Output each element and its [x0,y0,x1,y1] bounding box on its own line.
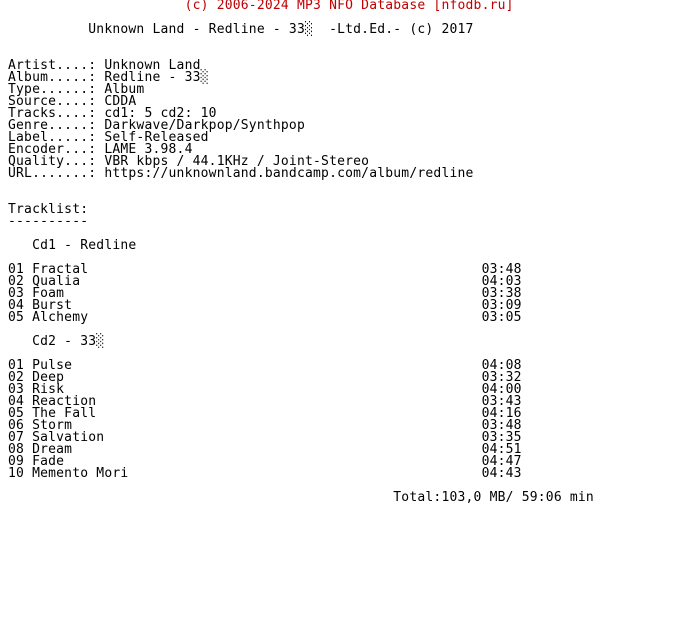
info-genre: Genre.....: Darkwave/Darkpop/Synthpop [8,118,305,133]
track-row: 06 Storm 03:48 [8,418,522,433]
cd2-title: Cd2 - 33░ [8,334,105,349]
info-artist: Artist....: Unknown Land [8,58,201,73]
track-row: 02 Deep 03:32 [8,370,522,385]
track-row: 04 Burst 03:09 [8,298,522,313]
track-row: 03 Risk 04:00 [8,382,522,397]
track-row: 05 Alchemy 03:05 [8,310,522,325]
track-row: 08 Dream 04:51 [8,442,522,457]
track-row: 10 Memento Mori 04:43 [8,466,522,481]
info-quality: Quality...: VBR kbps / 44.1KHz / Joint-Stereo [8,154,370,169]
track-row: 01 Pulse 04:08 [8,358,522,373]
tracklist-heading: Tracklist: [8,202,89,217]
track-row: 01 Fractal 03:48 [8,262,522,277]
info-label: Label.....: Self-Released [8,130,209,145]
track-row: 07 Salvation 03:35 [8,430,522,445]
info-album: Album.....: Redline - 33░ [8,70,209,85]
track-row: 05 The Fall 04:16 [8,406,522,421]
blank-line [8,180,594,192]
total-line: Total:103,0 MB/ 59:06 min [8,490,594,505]
blank-line [8,36,594,48]
release-title: Unknown Land - Redline - 33░ -Ltd.Ed.- (c) 2017 [8,22,474,37]
info-url: URL.......: https://unknownland.bandcamp.com/album/redline [8,166,474,181]
tracklist-underline: ---------- [8,214,89,229]
info-type: Type......: Album [8,82,145,97]
nfo-document [8,0,594,504]
track-row: 02 Qualia 04:03 [8,274,522,289]
track-row: 04 Reaction 03:43 [8,394,522,409]
track-row: 03 Foam 03:38 [8,286,522,301]
info-tracks: Tracks....: cd1: 5 cd2: 10 [8,106,217,121]
track-row: 09 Fade 04:47 [8,454,522,469]
info-encoder: Encoder...: LAME 3.98.4 [8,142,193,157]
copyright-line: (c) 2006-2024 MP3 NFO Database [nfodb.ru] [8,0,514,13]
cd1-title: Cd1 - Redline [8,238,137,253]
info-source: Source....: CDDA [8,94,137,109]
blank-line [8,192,594,204]
